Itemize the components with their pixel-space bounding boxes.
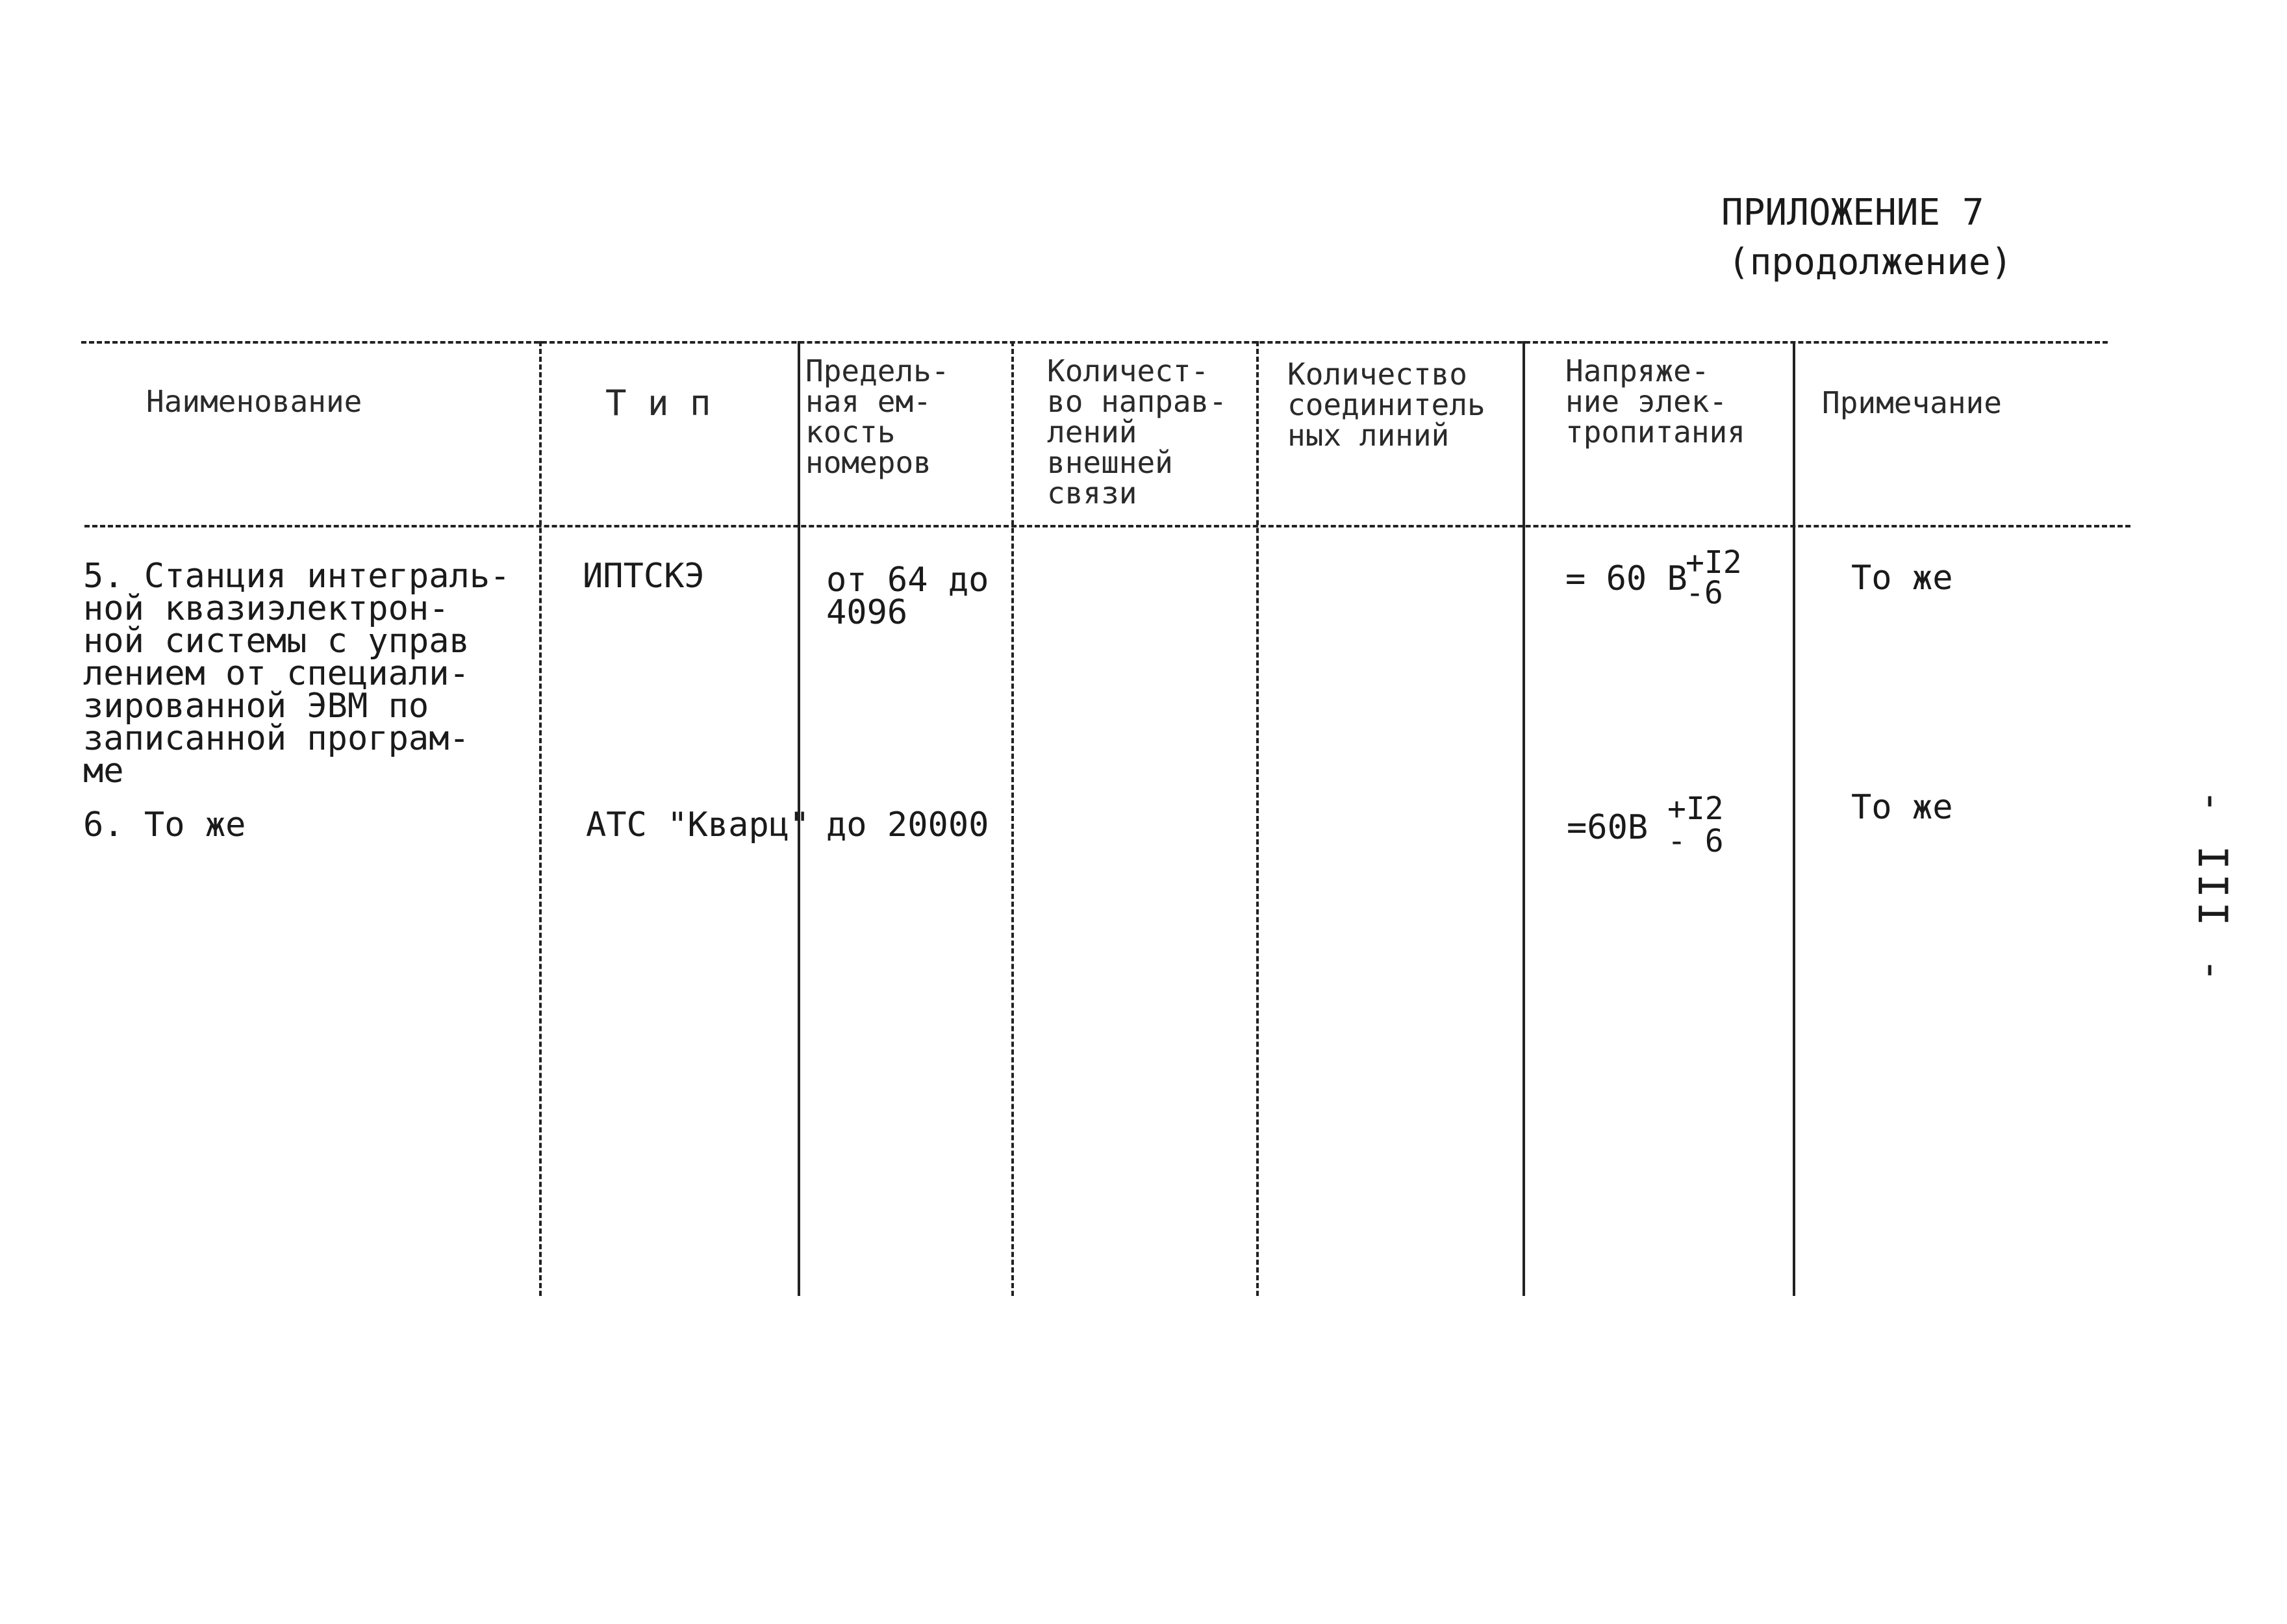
column-divider-1 [539,341,542,1296]
row-5-type: ИПТСКЭ [583,557,705,596]
page-number: - III - [2189,789,2237,987]
header-type: Т и п [605,383,711,424]
row-6-voltage-minus: - 6 [1667,823,1724,859]
row-6-note: То же [1851,788,1953,827]
row-5-note: То же [1851,559,1953,598]
column-divider-5 [1523,341,1525,1296]
appendix-title: ПРИЛОЖЕНИЕ 7 [1721,192,1984,234]
row-6-voltage-plus: +I2 [1667,791,1724,827]
row-5-capacity: от 64 до 4096 [826,561,989,632]
row-5-voltage-base: = 60 В [1565,559,1687,598]
header-capacity: Предель- ная ем- кость номеров [805,353,950,480]
header-note: Примечание [1822,385,2002,420]
row-5-voltage-plus: +I2 [1686,544,1742,581]
row-5-voltage [1565,544,1742,611]
row-5-name: 5. Станция интеграль- ной квазиэлектрон- ной системы с управ лением от специали- зированной ЭВМ по записанной програм- ме [83,557,511,791]
table-header-bottom-rule [84,525,2130,527]
header-name: Наименование [146,384,362,419]
row-5-voltage-minus: -6 [1686,575,1723,611]
header-lines: Количество соединитель ных линий [1287,357,1485,453]
header-voltage: Напряже- ние элек- тропитания [1565,353,1745,450]
row-6-capacity: до 20000 [826,806,989,844]
table-top-rule [81,341,2108,344]
row-6-name: 6. То же [83,806,246,844]
appendix-subtitle: (продолжение) [1728,241,2013,283]
row-6-type: АТС "Кварц" [586,806,810,844]
header-directions: Количест- во направ- лений внешней связи [1047,353,1227,511]
column-divider-4 [1256,341,1259,1296]
appendix-heading [1721,188,2012,287]
column-divider-3 [1011,341,1014,1296]
row-6-voltage [1567,791,1724,859]
row-6-voltage-base: =60В [1567,808,1649,847]
column-divider-6 [1793,341,1795,1296]
